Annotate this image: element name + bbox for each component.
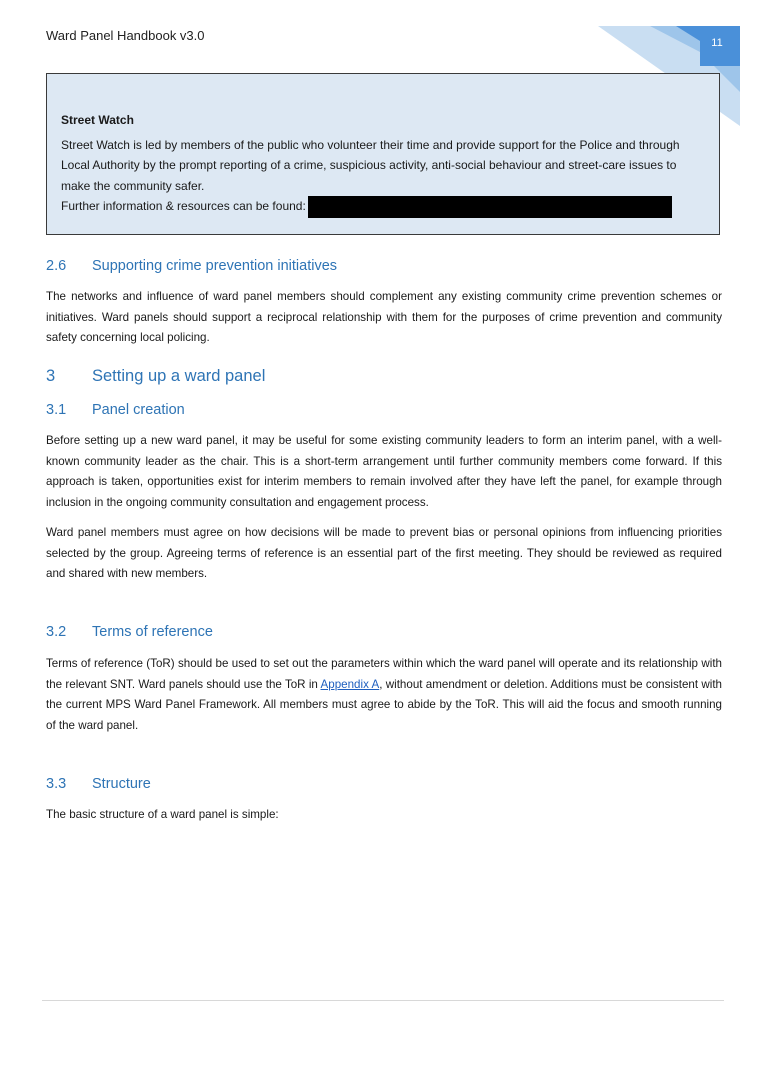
body-text: , without amendment or deletion. Additions must be consistent with the current MPS Ward Panel Framework. All members must agree to abide by the ToR. This will aid the focus and smooth running of the ward panel. [46, 677, 723, 732]
redacted-link [308, 196, 672, 218]
section-title: Supporting crime prevention initiatives [92, 258, 338, 274]
callout-title: Street Watch [61, 113, 134, 127]
section-3-heading [46, 367, 266, 386]
page-number: 11 [711, 37, 723, 49]
section-3-2-body [46, 654, 722, 736]
appendix-a-link[interactable]: Appendix A [320, 677, 380, 691]
section-title: Terms of reference [92, 624, 213, 640]
callout-resources-label: Further information & resources can be found: [61, 199, 306, 214]
callout-resources-line [61, 196, 705, 218]
section-3-1-heading [46, 402, 185, 418]
section-number: 3 [46, 367, 56, 385]
section-3-1-paragraph-2: Ward panel members must agree on how decisions will be made to prevent bias or personal opinions from influencing priorities selected by the group. Agreeing terms of reference is an essential part of the first meeting. They should be reviewed as required and shared with new members. [46, 526, 722, 580]
section-number: 3.3 [46, 776, 67, 792]
footer-divider [42, 1000, 724, 1001]
section-3-1-paragraph-1: Before setting up a new ward panel, it may be useful for some existing community leaders to form an interim panel, with a well-known community leader as the chair. This is a short-term arrangement until further community members come forward. If this approach is taken, opportunities exist for interim members to remain involved after they have left the panel, for example through inclusion in the ongoing community consultation and engagement process. [46, 434, 722, 509]
body-text: Terms of reference (ToR) should be used to set out the parameters within which the ward panel will operate and its relationship with the relevant SNT. Ward panels should use the ToR in [46, 657, 722, 691]
section-number: 2.6 [46, 258, 67, 274]
section-number: 3.1 [46, 402, 67, 418]
section-number: 3.2 [46, 624, 67, 640]
section-3-3-heading [46, 776, 151, 792]
section-3-3-body: The basic structure of a ward panel is simple: [46, 808, 279, 821]
section-3-2-heading [46, 624, 213, 640]
document-header-title: Ward Panel Handbook v3.0 [46, 28, 205, 43]
section-2-6-heading [46, 258, 338, 274]
street-watch-callout [46, 73, 720, 235]
section-title: Panel creation [92, 402, 185, 418]
section-title: Setting up a ward panel [92, 367, 266, 385]
section-title: Structure [92, 776, 151, 792]
section-2-6-body: The networks and influence of ward panel members should complement any existing community crime prevention schemes or initiatives. Ward panels should support a reciprocal relationship with them for the purposes of crime prevention and community safety concerning local policing. [46, 290, 722, 344]
callout-body: Street Watch is led by members of the public who volunteer their time and provide support for the Police and through Local Authority by the prompt reporting of a crime, suspicious activity, anti-social behaviour and street-care issues to make the community safer. [61, 137, 680, 193]
